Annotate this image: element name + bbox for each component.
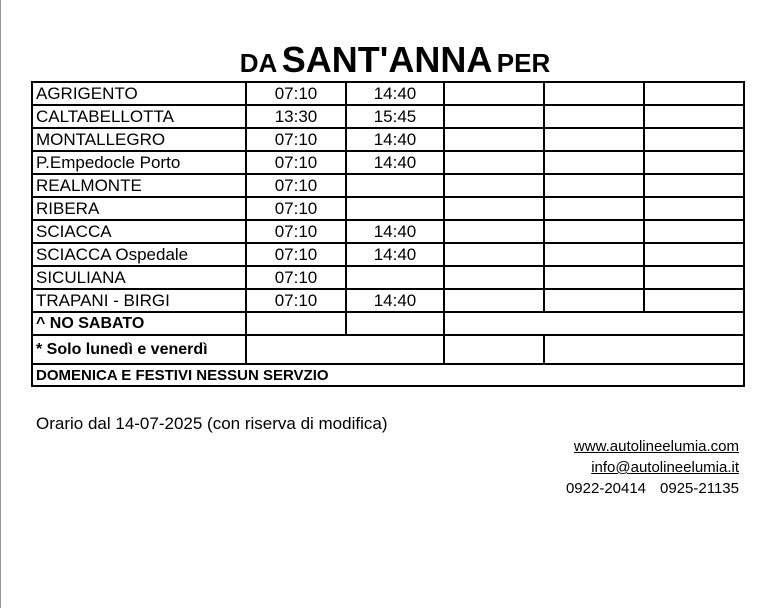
validity-text: Orario dal 14-07-2025 (con riserva di modifica)	[36, 414, 388, 433]
time-cell: 07:10	[246, 243, 346, 266]
empty-cell	[346, 312, 444, 335]
table-row	[32, 128, 744, 151]
empty-cell	[444, 312, 744, 335]
time-cell	[444, 266, 544, 289]
table-row	[32, 289, 744, 312]
time-cell	[444, 151, 544, 174]
page-edge-line	[0, 0, 1, 608]
time-cell: 07:10	[246, 266, 346, 289]
note-row-no-saturday	[32, 312, 744, 335]
note-mon-fri: * Solo lunedì e venerdì	[32, 335, 246, 364]
time-cell	[346, 266, 444, 289]
time-cell	[644, 266, 744, 289]
destination-cell: SCIACCA Ospedale	[32, 243, 246, 266]
time-cell	[444, 243, 544, 266]
time-cell	[444, 105, 544, 128]
time-cell	[644, 289, 744, 312]
time-cell: 07:10	[246, 128, 346, 151]
title-suffix: PER	[496, 48, 551, 78]
time-cell: 07:10	[246, 289, 346, 312]
table-row	[32, 82, 744, 105]
time-cell: 07:10	[246, 220, 346, 243]
time-cell: 14:40	[346, 289, 444, 312]
note-row-mon-fri	[32, 335, 744, 364]
note-holidays: DOMENICA E FESTIVI NESSUN SERVZIO	[32, 364, 744, 386]
time-cell: 07:10	[246, 82, 346, 105]
time-cell	[644, 151, 744, 174]
empty-cell	[544, 335, 744, 364]
table-row	[32, 105, 744, 128]
title-prefix: DA	[239, 48, 278, 78]
time-cell	[644, 105, 744, 128]
time-cell	[544, 220, 644, 243]
time-cell: 07:10	[246, 174, 346, 197]
empty-cell	[246, 312, 346, 335]
time-cell	[644, 128, 744, 151]
time-cell: 14:40	[346, 243, 444, 266]
destination-cell: CALTABELLOTTA	[32, 105, 246, 128]
note-row-holidays	[32, 364, 744, 386]
time-cell	[544, 289, 644, 312]
time-cell	[644, 243, 744, 266]
time-cell	[346, 197, 444, 220]
time-cell	[544, 151, 644, 174]
destination-cell: MONTALLEGRO	[32, 128, 246, 151]
table-row	[32, 266, 744, 289]
time-cell	[544, 197, 644, 220]
empty-cell	[246, 335, 444, 364]
time-cell: 07:10	[246, 151, 346, 174]
time-cell	[444, 220, 544, 243]
timetable-body	[32, 82, 744, 312]
timetable	[31, 81, 745, 387]
time-cell: 13:30	[246, 105, 346, 128]
time-cell	[644, 174, 744, 197]
table-row	[32, 243, 744, 266]
time-cell: 14:40	[346, 82, 444, 105]
time-cell	[544, 105, 644, 128]
phone-numbers	[566, 478, 739, 499]
time-cell	[644, 197, 744, 220]
time-cell: 14:40	[346, 220, 444, 243]
empty-cell	[444, 335, 544, 364]
destination-cell: RIBERA	[32, 197, 246, 220]
destination-cell: SICULIANA	[32, 266, 246, 289]
destination-cell: TRAPANI - BIRGI	[32, 289, 246, 312]
table-row	[32, 220, 744, 243]
destination-cell: P.Empedocle Porto	[32, 151, 246, 174]
time-cell	[346, 174, 444, 197]
time-cell: 07:10	[246, 197, 346, 220]
time-cell	[544, 266, 644, 289]
time-cell	[544, 82, 644, 105]
phone-number-2: 0925-21135	[660, 480, 739, 497]
phone-number-1: 0922-20414	[565, 480, 647, 497]
time-cell	[544, 243, 644, 266]
time-cell: 14:40	[346, 128, 444, 151]
time-cell	[644, 82, 744, 105]
table-row	[32, 174, 744, 197]
table-row	[32, 151, 744, 174]
email-link[interactable]: info@autolineelumia.it	[591, 459, 739, 476]
destination-cell: REALMONTE	[32, 174, 246, 197]
destination-cell: SCIACCA	[32, 220, 246, 243]
time-cell	[644, 220, 744, 243]
time-cell: 14:40	[346, 151, 444, 174]
time-cell	[444, 289, 544, 312]
note-no-saturday: ^ NO SABATO	[32, 312, 246, 335]
table-row	[32, 197, 744, 220]
website-link[interactable]: www.autolineelumia.com	[573, 438, 739, 455]
time-cell	[444, 197, 544, 220]
contact-block	[566, 436, 739, 499]
time-cell	[544, 174, 644, 197]
title-place: SANT'ANNA	[281, 39, 493, 80]
time-cell: 15:45	[346, 105, 444, 128]
time-cell	[444, 82, 544, 105]
time-cell	[544, 128, 644, 151]
time-cell	[444, 174, 544, 197]
destination-cell: AGRIGENTO	[32, 82, 246, 105]
time-cell	[444, 128, 544, 151]
